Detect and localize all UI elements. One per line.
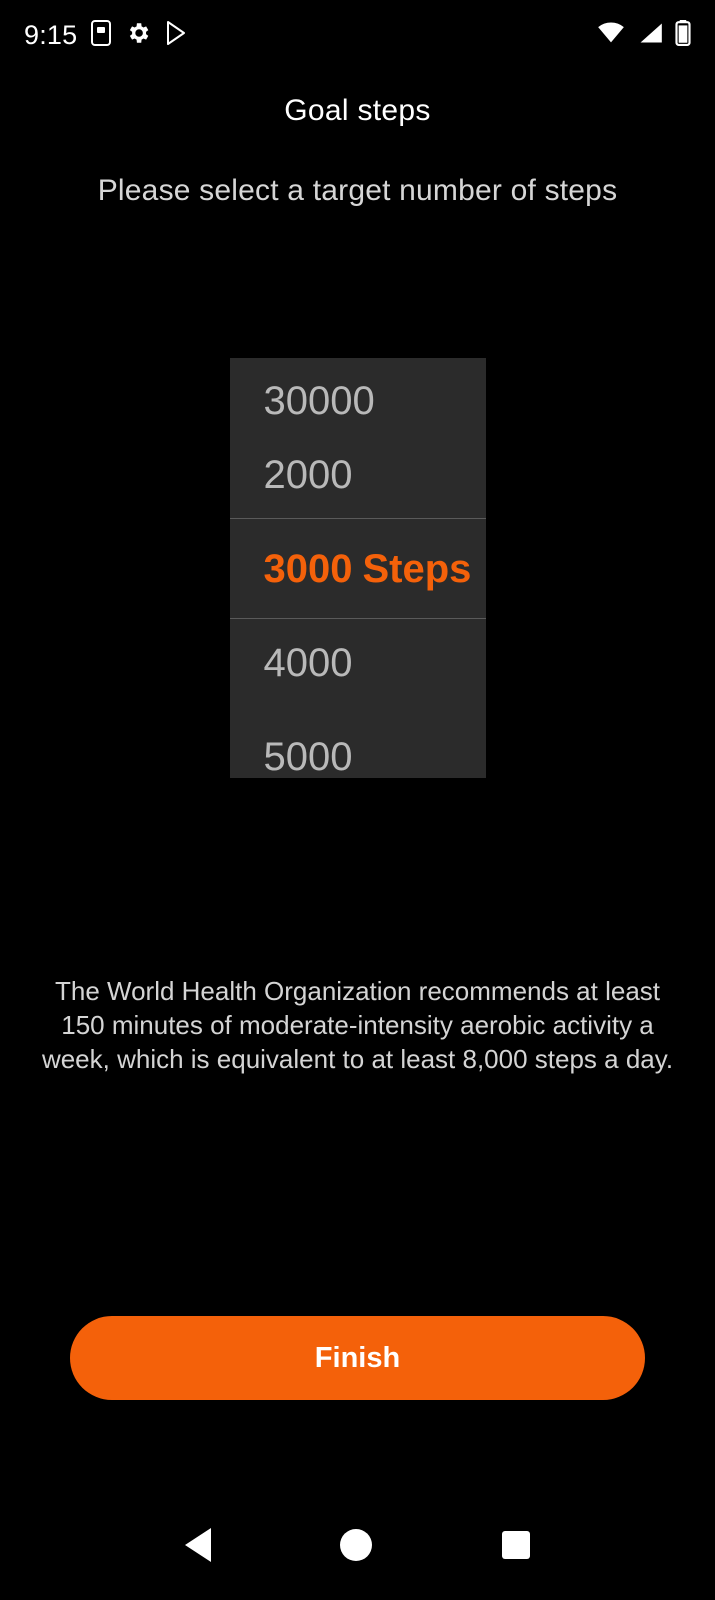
picker-option[interactable]: 4000: [263, 640, 353, 685]
recents-nav-button[interactable]: [502, 1531, 530, 1559]
picker-option[interactable]: 30000: [263, 379, 375, 423]
finish-button-container: [0, 1316, 715, 1400]
picker-option-selected[interactable]: [230, 522, 486, 616]
wifi-icon: [597, 22, 625, 49]
play-store-icon: [165, 20, 189, 51]
picker-option-list[interactable]: [230, 358, 486, 778]
steps-picker-container: [0, 358, 715, 778]
finish-button[interactable]: Finish: [70, 1316, 645, 1400]
back-nav-button[interactable]: [185, 1528, 211, 1562]
picker-divider-bottom: [230, 618, 486, 619]
steps-goal-picker[interactable]: [230, 358, 486, 778]
battery-icon: [675, 20, 691, 51]
status-bar: [0, 0, 715, 70]
picker-selected-value: 3000: [263, 546, 353, 591]
status-bar-right: [597, 20, 691, 51]
picker-option[interactable]: 5000: [263, 734, 353, 778]
picker-option[interactable]: 2000: [263, 452, 353, 497]
cellular-signal-icon: [637, 22, 663, 49]
sim-card-icon: [91, 20, 111, 51]
home-nav-button[interactable]: [340, 1529, 372, 1561]
picker-divider-top: [230, 518, 486, 519]
picker-unit-label: Steps: [362, 546, 472, 591]
system-navigation-bar: [0, 1490, 715, 1600]
status-bar-left: [24, 20, 189, 51]
status-time: 9:15: [24, 19, 78, 50]
page-subtitle: Please select a target number of steps: [97, 174, 618, 207]
page-title: Goal steps: [284, 94, 431, 127]
recommendation-note: The World Health Organization recommends at least 150 minutes of moderate-intensity aerobic activity a week, which is equivalent to at least 8,000 steps a day.: [41, 976, 674, 1074]
gear-icon: [125, 20, 151, 51]
